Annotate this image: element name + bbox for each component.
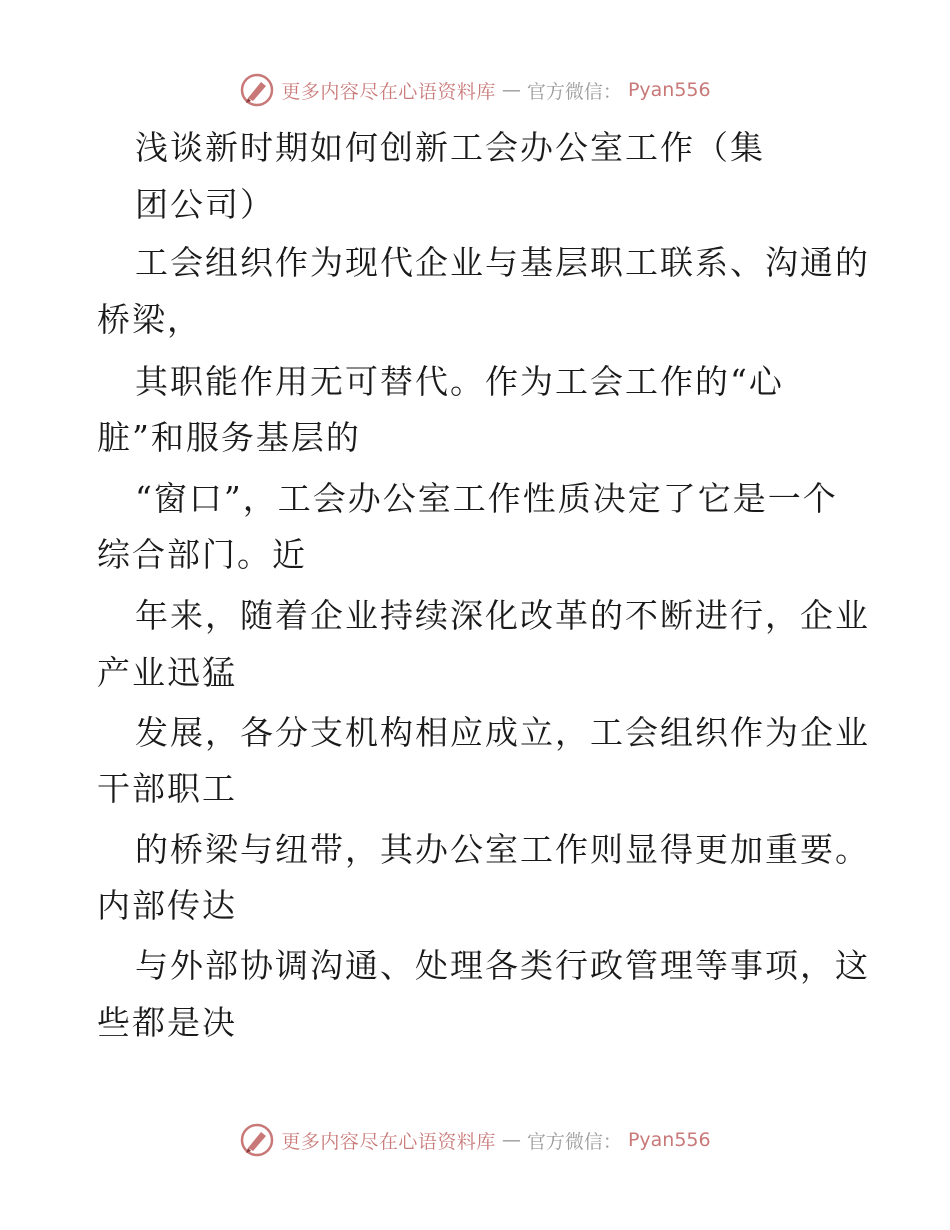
banner-wechat-id: Pyan556 bbox=[627, 79, 711, 101]
paragraph-line: 干部职工 bbox=[97, 769, 237, 808]
document-title-line-1: 浅谈新时期如何创新工会办公室工作（集 bbox=[135, 128, 765, 167]
pen-logo-icon bbox=[239, 1122, 275, 1158]
paragraph-line: 产业迅猛 bbox=[97, 653, 237, 692]
banner-dash: — bbox=[501, 79, 521, 101]
paragraph-line: 发展，各分支机构相应成立，工会组织作为企业 bbox=[135, 713, 870, 752]
banner-brand: 更多内容尽在心语资料库 bbox=[281, 80, 496, 103]
paragraph-line: 些都是决 bbox=[97, 1003, 237, 1042]
pen-logo-icon bbox=[239, 72, 275, 108]
paragraph-line: 内部传达 bbox=[97, 886, 237, 925]
header-banner bbox=[0, 70, 950, 110]
document-title-line-2: 团公司） bbox=[135, 185, 275, 224]
paragraph-line: 桥梁， bbox=[97, 300, 202, 339]
paragraph-line: “窗口”，工会办公室工作性质决定了它是一个 bbox=[135, 479, 838, 518]
banner-wechat-id: Pyan556 bbox=[627, 1129, 711, 1151]
paragraph-line: 年来，随着企业持续深化改革的不断进行，企业 bbox=[135, 596, 870, 635]
paragraph-line: 综合部门。近 bbox=[97, 535, 307, 574]
paragraph-line: 脏”和服务基层的 bbox=[97, 418, 361, 457]
paragraph-line: 其职能作用无可替代。作为工会工作的“心 bbox=[135, 362, 784, 401]
paragraph-line: 与外部协调沟通、处理各类行政管理等事项，这 bbox=[135, 946, 870, 985]
paragraph-line: 工会组织作为现代企业与基层职工联系、沟通的 bbox=[135, 243, 870, 282]
banner-brand: 更多内容尽在心语资料库 bbox=[281, 1130, 496, 1153]
footer-banner bbox=[0, 1120, 950, 1160]
banner-dash: — bbox=[501, 1129, 521, 1151]
paragraph-line: 的桥梁与纽带，其办公室工作则显得更加重要。 bbox=[135, 830, 870, 869]
banner-wechat-label: 官方微信： bbox=[526, 1130, 622, 1153]
banner-wechat-label: 官方微信： bbox=[526, 80, 622, 103]
